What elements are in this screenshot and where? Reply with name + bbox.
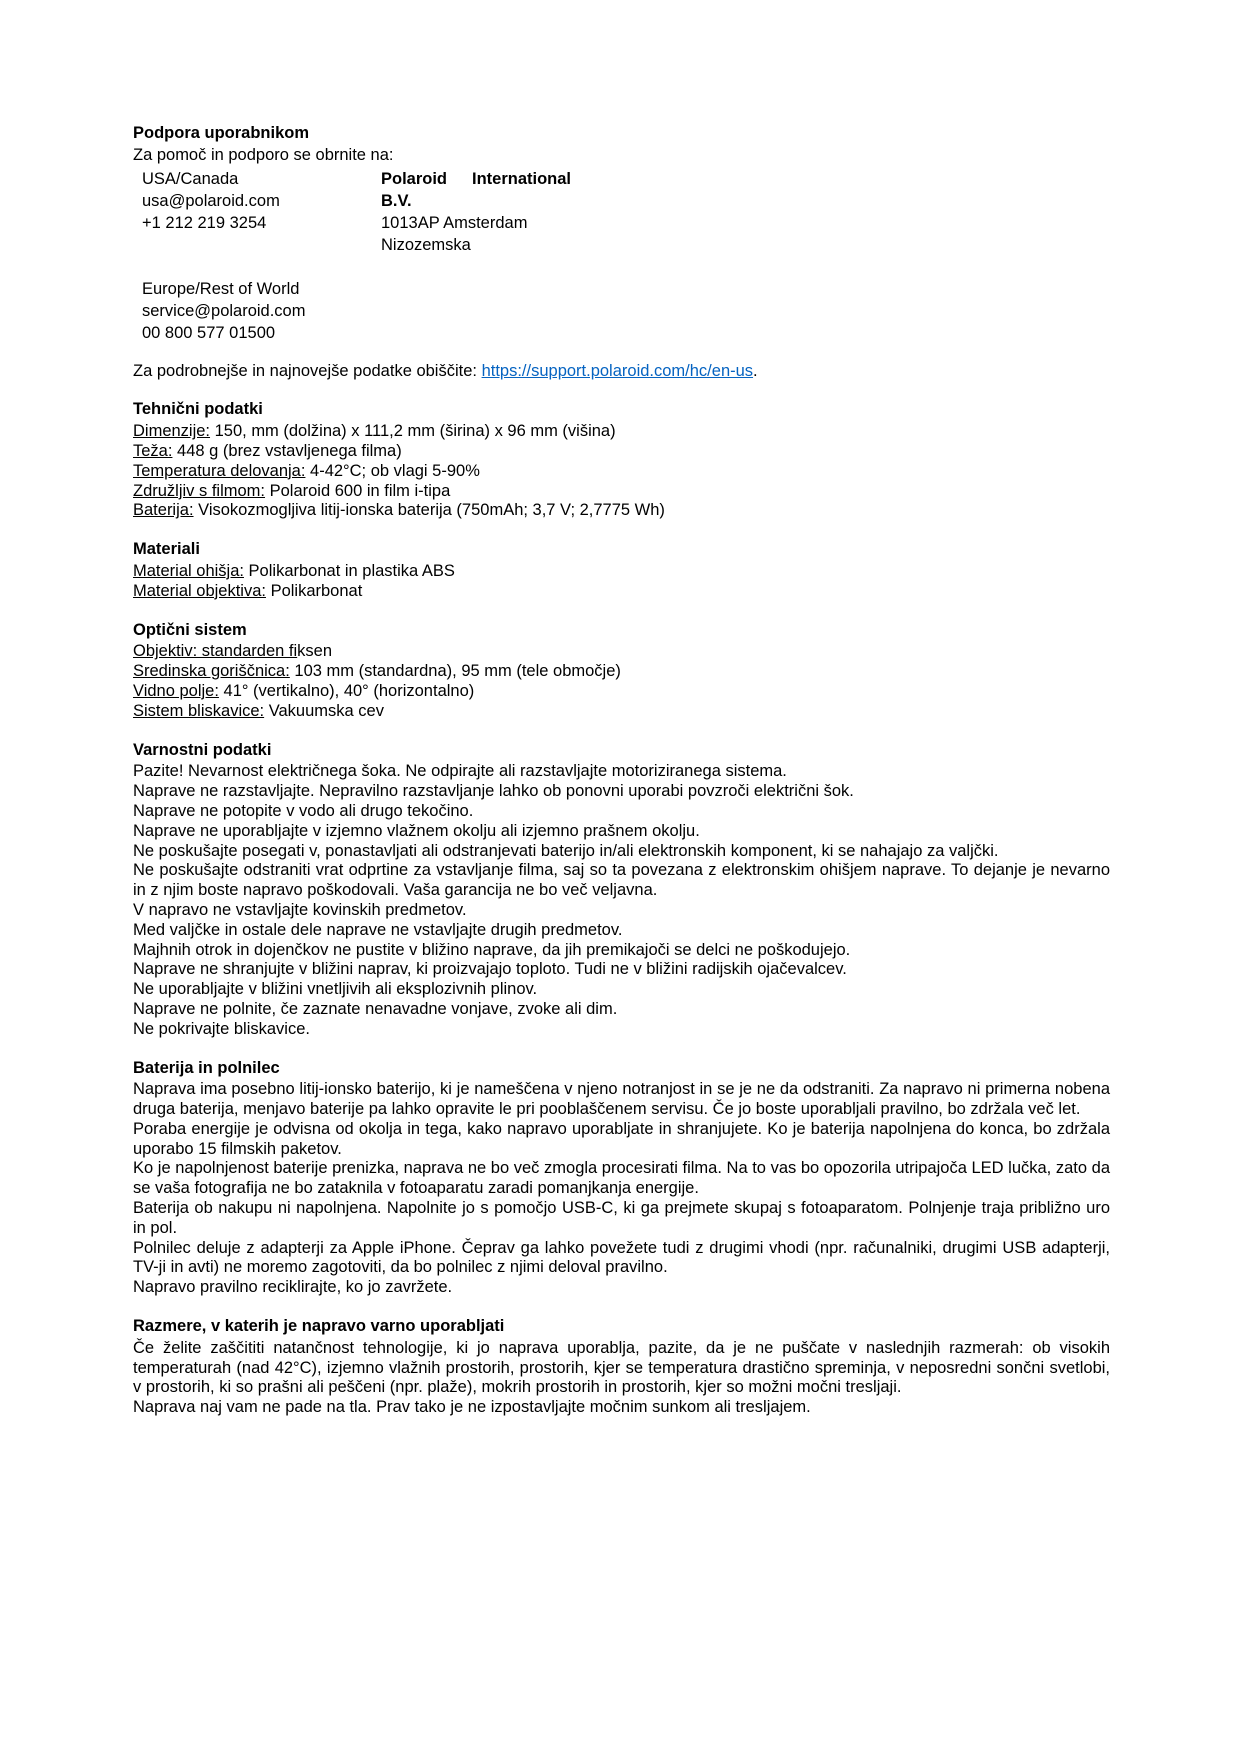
company-address-lines xyxy=(381,212,1110,256)
support-heading: Podpora uporabnikom xyxy=(133,124,310,142)
tech-specs-section xyxy=(133,400,1110,521)
spec-value: 4-42°C; ob vlagi 5-90% xyxy=(305,461,480,480)
spec-value: Polikarbonat xyxy=(265,581,363,600)
optics-heading: Optični sistem xyxy=(133,620,247,639)
contact-line: service@polaroid.com xyxy=(142,301,306,320)
safety-paragraph: Naprave ne potopite v vodo ali drugo tekočino. xyxy=(133,801,474,820)
contact-line: 00 800 577 01500 xyxy=(142,323,276,342)
materials-section xyxy=(133,540,1110,601)
spec-value: Polaroid 600 in film i-tipa xyxy=(265,481,451,500)
spec-line xyxy=(133,482,1110,502)
spec-label: Material objektiva: xyxy=(133,581,266,600)
conditions-paragraph: Če želite zaščititi natančnost tehnologije, ki jo naprava uporablja, pazite, da je ne puščate v naslednjih razmerah: ob visokih temperaturah (nad 42°C), izjemno vlažnih prostorih, prostorih, kjer se temperatura drastično spreminja, v neposredni sončni svetlobi, v prostorih, ki so prašni ali peščeni (npr. plaže), mokrih prostorih in prostorih, kjer so možni močni tresljaji. xyxy=(133,1338,1110,1397)
optics-list xyxy=(133,642,1110,721)
company-name: Polaroid International B.V. xyxy=(381,169,571,210)
spec-value: 41° (vertikalno), 40° (horizontalno) xyxy=(218,681,475,700)
spec-value: Visokozmogljiva litij-ionska baterija (750mAh; 3,7 V; 2,7775 Wh) xyxy=(193,501,665,520)
safety-paragraph: Ne pokrivajte bliskavice. xyxy=(133,1019,310,1038)
support-section xyxy=(133,124,1110,381)
spec-line xyxy=(133,462,1110,482)
spec-value: 103 mm (standardna), 95 mm (tele območje) xyxy=(289,662,621,681)
contact-block-usa xyxy=(133,168,1110,256)
spec-label: Združljiv s filmom: xyxy=(133,481,266,500)
contact-line: Europe/Rest of World xyxy=(142,279,300,298)
spec-label: Vidno polje: xyxy=(133,681,219,700)
support-intro: Za pomoč in podporo se obrnite na: xyxy=(133,145,394,164)
battery-paragraph: Baterija ob nakupu ni napolnjena. Napolnite jo s pomočjo USB-C, ki ga prejmete skupaj s fotoaparatom. Polnjenje traja približno uro in pol. xyxy=(133,1199,1110,1237)
usa-contact-column xyxy=(133,168,381,256)
conditions-paragraphs xyxy=(133,1339,1110,1418)
safety-paragraph: Naprave ne razstavljajte. Nepravilno razstavljanje lahko ob ponovni uporabi povzroči električni šok. xyxy=(133,782,854,801)
spec-line xyxy=(133,562,1110,582)
spec-line xyxy=(133,442,1110,462)
more-info-prefix: Za podrobnejše in najnovejše podatke obiščite: xyxy=(133,361,482,380)
conditions-section xyxy=(133,1317,1110,1418)
spec-label: Sistem bliskavice: xyxy=(133,701,265,720)
spec-label: Dimenzije: xyxy=(133,422,211,441)
safety-paragraph: Ne poskušajte posegati v, ponastavljati ali odstranjevati baterijo in/ali elektronskih komponent, ki se nahajajo za valjčki. xyxy=(133,841,999,860)
conditions-heading: Razmere, v katerih je napravo varno uporabljati xyxy=(133,1317,505,1336)
battery-heading: Baterija in polnilec xyxy=(133,1058,280,1077)
battery-paragraph: Napravo pravilno reciklirajte, ko jo zavržete. xyxy=(133,1278,453,1297)
spec-line xyxy=(133,702,1110,722)
safety-paragraph: Med valjčke in ostale dele naprave ne vstavljajte drugih predmetov. xyxy=(133,920,623,939)
conditions-paragraph: Naprava naj vam ne pade na tla. Prav tako je ne izpostavljajte močnim sunkom ali tresljajem. xyxy=(133,1398,811,1417)
optics-section xyxy=(133,621,1110,722)
safety-paragraphs xyxy=(133,762,1110,1039)
spec-line xyxy=(133,582,1110,602)
battery-paragraphs xyxy=(133,1080,1110,1298)
spec-value: 150, mm (dolžina) x 111,2 mm (širina) x 96 mm (višina) xyxy=(210,422,616,441)
spec-value: Vakuumska cev xyxy=(264,701,384,720)
spec-value: 448 g (brez vstavljenega filma) xyxy=(172,441,402,460)
safety-heading: Varnostni podatki xyxy=(133,740,272,759)
spec-value: ksen xyxy=(297,642,333,661)
spec-line xyxy=(133,662,1110,682)
safety-paragraph: Ne uporabljajte v bližini vnetljivih ali eksplozivnih plinov. xyxy=(133,980,538,999)
materials-list xyxy=(133,562,1110,602)
safety-paragraph: Pazite! Nevarnost električnega šoka. Ne odpirajte ali razstavljajte motoriziranega sistema. xyxy=(133,762,787,781)
spec-line xyxy=(133,642,1110,662)
contact-line: usa@polaroid.com xyxy=(142,191,280,210)
battery-section xyxy=(133,1059,1110,1299)
contact-line: USA/Canada xyxy=(142,169,239,188)
address-line: 1013AP Amsterdam xyxy=(381,213,528,232)
support-link[interactable]: https://support.polaroid.com/hc/en-us xyxy=(481,361,754,380)
safety-paragraph: Ne poskušajte odstraniti vrat odprtine za vstavljanje filma, saj so ta povezana z elektronskim ohišjem naprave. To dejanje je nevarno in z njim boste napravo poškodovali. Vaša garancija ne bo več veljavna. xyxy=(133,861,1110,900)
more-info-suffix: . xyxy=(753,361,758,380)
battery-paragraph: Poraba energije je odvisna od okolja in tega, kako napravo uporabljate in shranjujete. Ko je baterija napolnjena do konca, bo zdržala uporabo 15 filmskih paketov. xyxy=(133,1119,1110,1158)
company-address-column xyxy=(381,168,1110,256)
spec-line xyxy=(133,682,1110,702)
spec-label: Baterija: xyxy=(133,501,194,520)
safety-paragraph: Majhnih otrok in dojenčkov ne pustite v bližino naprave, da jih premikajoči se delci ne poškodujejo. xyxy=(133,940,851,959)
tech-specs-heading: Tehnični podatki xyxy=(133,400,263,419)
more-info-line xyxy=(133,362,1110,382)
spec-label: Material ohišja: xyxy=(133,561,244,580)
address-line: Nizozemska xyxy=(381,235,471,254)
materials-heading: Materiali xyxy=(133,540,200,559)
battery-paragraph: Ko je napolnjenost baterije prenizka, naprava ne bo več zmogla procesirati filma. Na to vas bo opozorila utripajoča LED lučka, zato da se vaša fotografija ne bo zataknila v fotoaparatu zaradi pomanjkanja energije. xyxy=(133,1159,1110,1198)
spec-value: Polikarbonat in plastika ABS xyxy=(243,561,455,580)
safety-paragraph: Naprave ne shranjujte v bližini naprav, ki proizvajajo toploto. Tudi ne v bližini radijskih ojačevalcev. xyxy=(133,960,847,979)
safety-paragraph: Naprave ne uporabljajte v izjemno vlažnem okolju ali izjemno prašnem okolju. xyxy=(133,821,700,840)
spec-label: Objektiv: standarden fi xyxy=(133,642,298,661)
contact-block-europe xyxy=(133,278,381,344)
safety-paragraph: Naprave ne polnite, če zaznate nenavadne vonjave, zvoke ali dim. xyxy=(133,999,618,1018)
tech-spec-list xyxy=(133,422,1110,521)
safety-paragraph: V napravo ne vstavljajte kovinskih predmetov. xyxy=(133,900,467,919)
safety-section xyxy=(133,741,1110,1040)
spec-label: Teža: xyxy=(133,441,173,460)
spec-line xyxy=(133,422,1110,442)
battery-paragraph: Naprava ima posebno litij-ionsko baterijo, ki je nameščena v njeno notranjost in se je ne da odstraniti. Za napravo ni primerna nobena druga baterija, menjavo baterije pa lahko opravite le pri pooblaščenem servisu. Če jo boste uporabljali pravilno, bo zdržala več let. xyxy=(133,1080,1110,1119)
spec-label: Sredinska goriščnica: xyxy=(133,662,290,681)
spec-line xyxy=(133,501,1110,521)
spec-label: Temperatura delovanja: xyxy=(133,461,306,480)
battery-paragraph: Polnilec deluje z adapterji za Apple iPhone. Čeprav ga lahko povežete tudi z drugimi vhodi (npr. računalniki, drugimi USB adapterji, TV-ji in avti) ne moremo zagotoviti, da bo polnilec z njimi deloval pravilno. xyxy=(133,1238,1110,1277)
contact-line: +1 212 219 3254 xyxy=(142,213,267,232)
